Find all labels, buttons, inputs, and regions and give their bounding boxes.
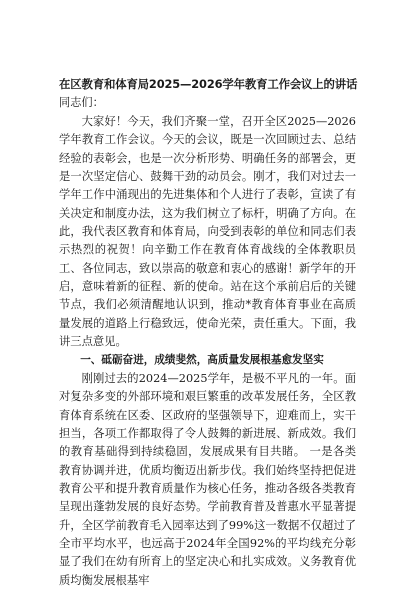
document-title: 在区教育和体育局2025—2026学年教育工作会议上的讲话 (59, 77, 358, 91)
document-page (59, 76, 356, 590)
intro-paragraph: 大家好！今天，我们齐聚一堂，召开全区2025—2026学年教育工作会议。今天的会议，既是一次回顾过去、总结经验的表彰会，也是一次分析形势、明确任务的部署会，更是一次坚定信心、鼓舞干劲的动员会。刚才，我们对过去一学年工作中涌现出的先进集体和个人进行了表彰，宣读了有关决定和制度办法，这为我们树立了标杆，明确了方向。在此，我代表区教育和体育局，向受到表彰的单位和同志们表示热烈的祝贺！向辛勤工作在教育体育战线的全体教职员工、各位同志，致以崇高的敬意和衷心的感谢！新学年的开启，意味着新的征程、新的使命。站在这个承前启后的关键节点，我们必须清醒地认识到，推动*教育体育事业在高质量发展的道路上行稳致远，使命光荣，责任重大。下面，我讲三点意见。 (59, 115, 356, 349)
section-paragraph: 刚刚过去的2024—2025学年，是极不平凡的一年。面对复杂多变的外部环境和艰巨繁重的改革发展任务，全区教育体育系统在区委、区政府的坚强领导下，迎难而上，实干担当，各项工作都取得了令人鼓舞的新进展、新成效。我们的教育基础得到持续稳固，发展成果有目共睹。 一是各类教育协调并进，优质均衡迈出新步伐。我们始终坚持把促进教育公平和提升教育质量作为核心任务，推动各级各类教育呈现出蓬勃发展的良好态势。学前教育普及普惠水平显著提升，全区学前教育毛入园率达到了99%这一数据不仅超过了全市平均水平，也远高于2024年全国92%的平均线充分彰显了我们在幼有所育上的坚定决心和扎实成效。义务教育优质均衡发展根基牢 (59, 371, 356, 587)
section-heading: 一、砥砺奋进，成绩斐然，高质量发展根基愈发坚实 (80, 354, 324, 367)
salutation: 同志们： (59, 96, 104, 109)
